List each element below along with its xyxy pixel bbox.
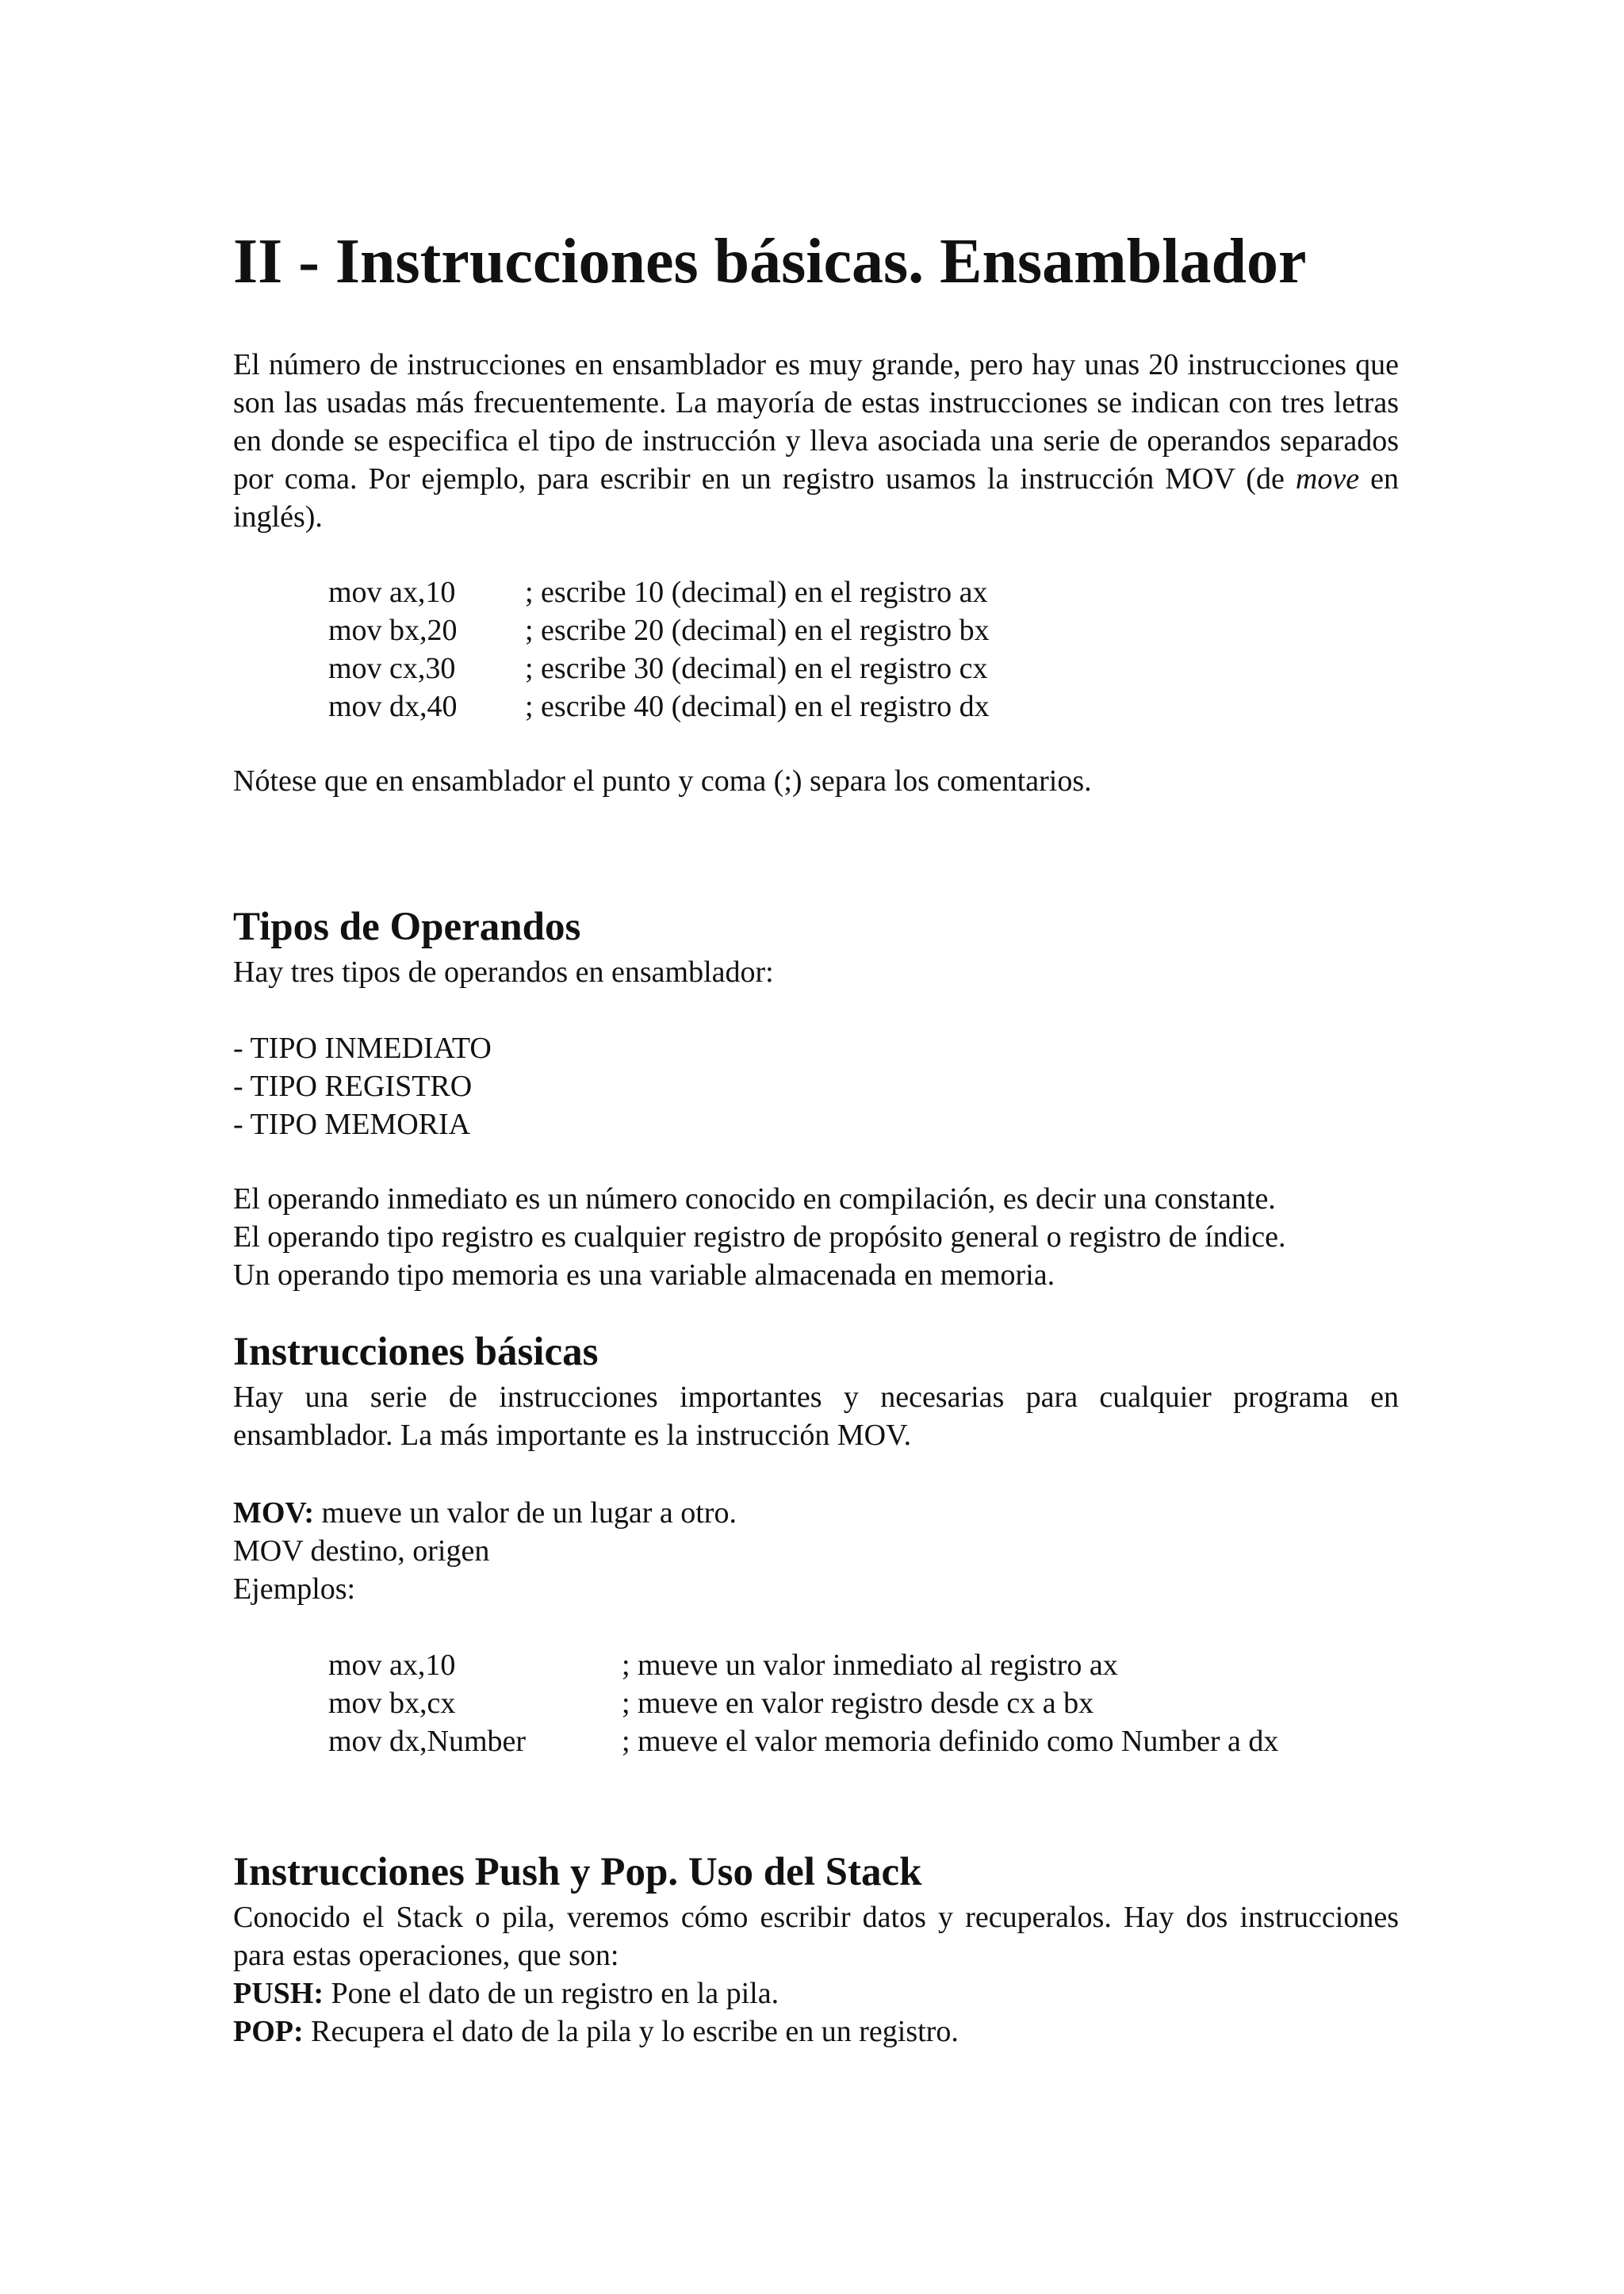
code-line — [233, 1722, 1399, 1760]
intro-italic-word: move — [1295, 462, 1360, 496]
code-instruction: mov cx,30 — [328, 652, 456, 685]
intro-paragraph — [233, 346, 1399, 536]
operand-types-list — [233, 1029, 1399, 1143]
list-item: - TIPO MEMORIA — [233, 1108, 471, 1141]
section-basicas-heading: Instrucciones básicas — [233, 1330, 599, 1374]
section-pushpop-intro: Conocido el Stack o pila, veremos cómo escribir datos y recuperalos. Hay dos instrucciones para estas operaciones, que son: PUSH: Pone el dato de un registro en la pila. POP: Recupera el dato de la pila y lo escribe en un registro. — [233, 1901, 1399, 2048]
code-comment: ; mueve en valor registro desde cx a bx — [622, 1687, 1094, 1720]
section-tipos-intro: Hay tres tipos de operandos en ensamblador: — [233, 956, 774, 989]
code-comment: ; escribe 30 (decimal) en el registro cx — [525, 652, 988, 685]
section-basicas-intro: Hay una serie de instrucciones importantes y necesarias para cualquier programa en ensamblador. La más importante es la instrucción MOV. — [233, 1381, 1399, 1452]
list-item: - TIPO INMEDIATO — [233, 1032, 492, 1065]
code-line — [233, 611, 1399, 649]
code-line — [233, 573, 1399, 611]
examples-label: Ejemplos: — [233, 1572, 356, 1606]
mov-label: MOV: — [233, 1496, 315, 1530]
code-block-1 — [233, 573, 1399, 726]
push-label: PUSH: — [233, 1977, 324, 2010]
intro-text: El número de instrucciones en ensamblador es muy grande, pero hay unas 20 instrucciones que son las usadas más frecuentemente. La mayoría de estas instrucciones se indican con tres letras en donde se especifica el tipo de instrucción y lleva asociada una serie de operandos separados por coma. Por ejemplo, para escribir en un registro usamos la instrucción MOV (de — [233, 348, 1399, 496]
mov-description: MOV: mueve un valor de un lugar a otro. MOV destino, origen Ejemplos: — [233, 1494, 1399, 1608]
operand-types-description: El operando inmediato es un número conocido en compilación, es decir una constante. El operando tipo registro es cualquier registro de propósito general o registro de índice. Un operando tipo memoria es una variable almacenada en memoria. — [233, 1182, 1286, 1292]
code-comment: ; escribe 40 (decimal) en el registro dx — [525, 690, 990, 723]
section-tipos-heading: Tipos de Operandos — [233, 905, 581, 949]
pop-label: POP: — [233, 2015, 304, 2048]
code-instruction: mov dx,Number — [328, 1725, 527, 1758]
code-line — [233, 687, 1399, 726]
code-instruction: mov ax,10 — [328, 576, 456, 609]
code-instruction: mov bx,20 — [328, 614, 458, 647]
list-item: - TIPO REGISTRO — [233, 1070, 473, 1103]
section-pushpop-heading: Instrucciones Push y Pop. Uso del Stack — [233, 1850, 922, 1894]
comment-note: Nótese que en ensamblador el punto y coma (;) separa los comentarios. — [233, 764, 1092, 798]
code-instruction: mov ax,10 — [328, 1649, 456, 1682]
code-line — [233, 1646, 1399, 1684]
code-line — [233, 649, 1399, 687]
code-comment: ; escribe 20 (decimal) en el registro bx — [525, 614, 990, 647]
code-line — [233, 1684, 1399, 1722]
page-title: II - Instrucciones básicas. Ensamblador — [233, 227, 1307, 297]
code-instruction: mov dx,40 — [328, 690, 458, 723]
mov-syntax: MOV destino, origen — [233, 1534, 490, 1568]
code-comment: ; mueve un valor inmediato al registro ax — [622, 1649, 1118, 1682]
intro-text-end: en inglés). — [233, 462, 1399, 534]
code-block-2 — [233, 1646, 1399, 1760]
code-comment: ; escribe 10 (decimal) en el registro ax — [525, 576, 988, 609]
code-comment: ; mueve el valor memoria definido como Number a dx — [622, 1725, 1279, 1758]
code-instruction: mov bx,cx — [328, 1687, 456, 1720]
